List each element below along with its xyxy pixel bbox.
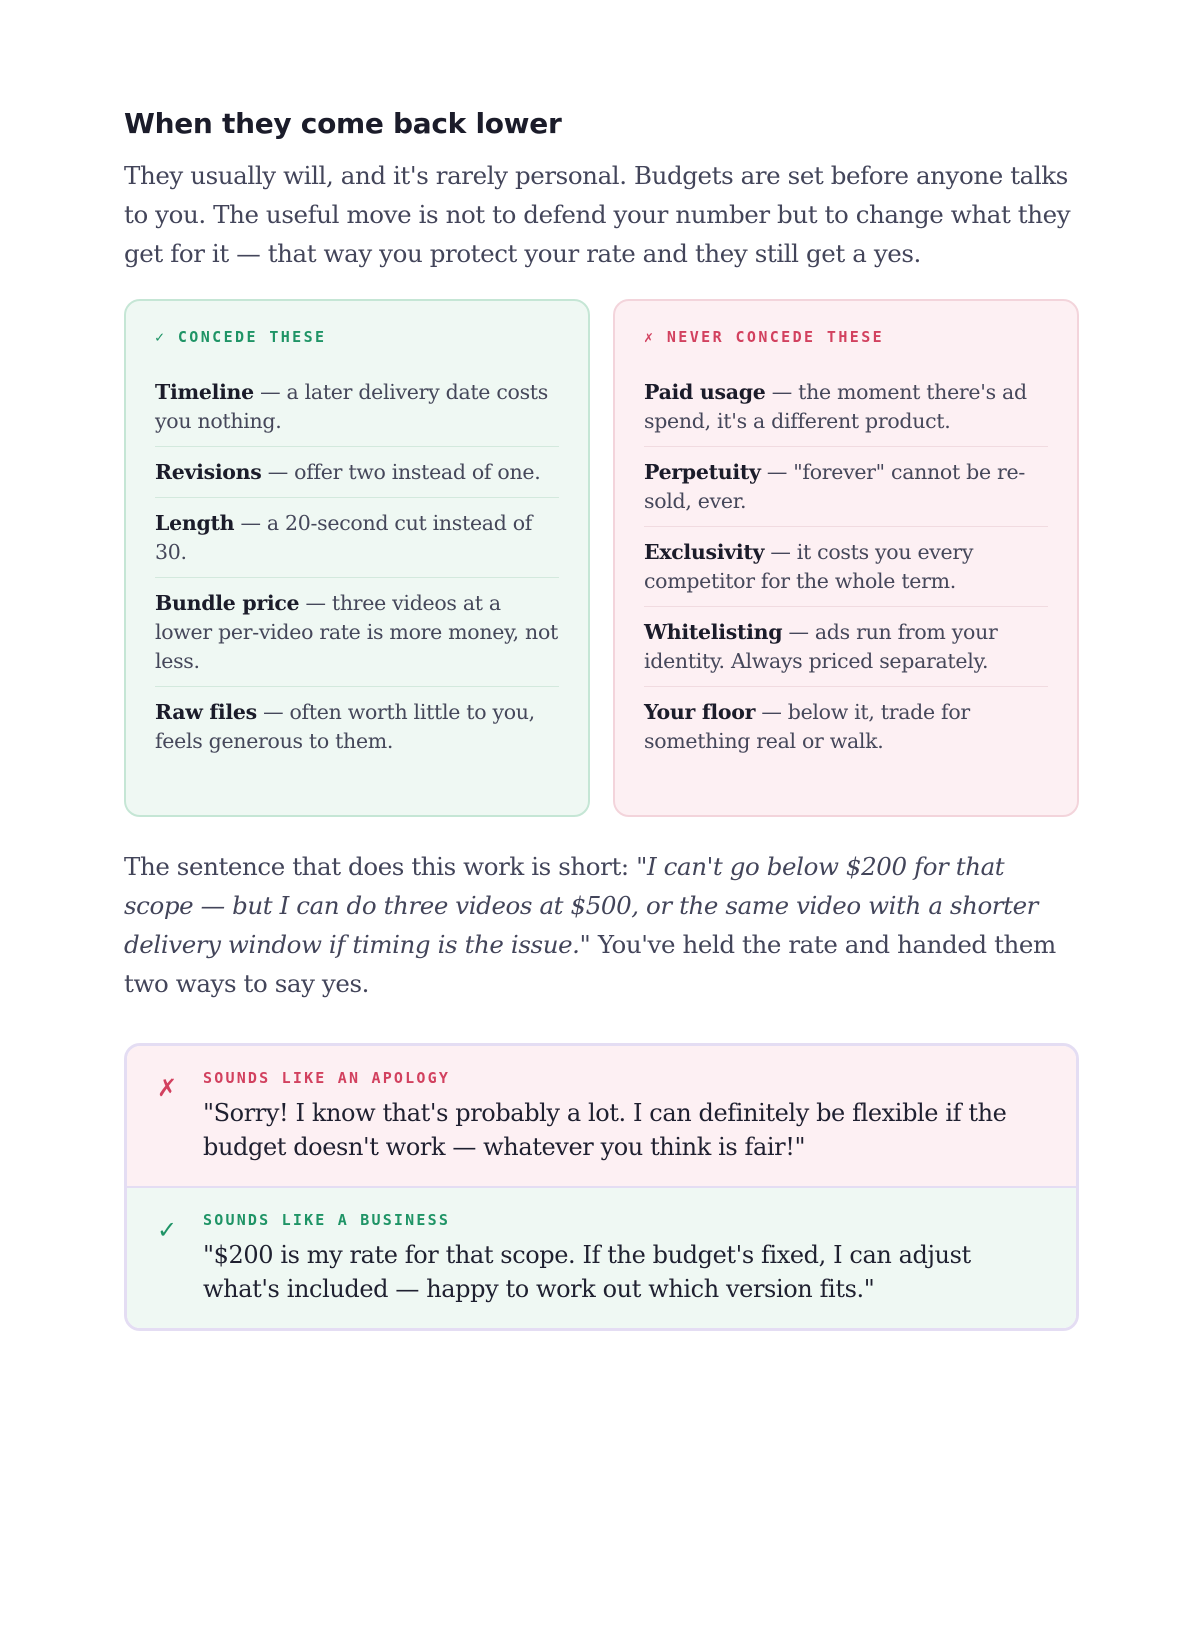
concede-card: [124, 299, 590, 817]
script-paragraph: The sentence that does this work is short: "I can't go below $200 for that scope — but I can do three videos at $500, or the same video with a shorter delivery window if timing is the issue." You've held the rate and handed them two ways to say yes.: [124, 852, 1056, 998]
business-label: SOUNDS LIKE A BUSINESS: [203, 1211, 451, 1229]
intro-paragraph: They usually will, and it's rarely personal. Budgets are set before anyone talks to you. The useful move is not to defend your number but to change what they get for it — that way you protect your rate and they still get a yes.: [124, 161, 1071, 268]
business-quote: "$200 is my rate for that scope. If the budget's fixed, I can adjust what's included — happy to work out which version fits.": [203, 1241, 971, 1303]
concede-item: Raw files — often worth little to you, feels generous to them.: [155, 700, 535, 753]
never-concede-item: Whitelisting — ads run from your identity. Always priced separately.: [644, 607, 1048, 687]
never-concede-item: Paid usage — the moment there's ad spend, it's a different product.: [644, 367, 1048, 447]
check-icon: ✓: [157, 1216, 178, 1244]
apology-row: [127, 1046, 1076, 1188]
concede-item: Revisions — offer two instead of one.: [155, 447, 559, 498]
never-concede-item: Your floor — below it, trade for something real or walk.: [644, 700, 970, 753]
concede-item: Bundle price — three videos at a lower per-video rate is more money, not less.: [155, 578, 559, 687]
concede-heading: ✓ CONCEDE THESE: [155, 328, 327, 346]
never-concede-heading: ✗ NEVER CONCEDE THESE: [644, 328, 885, 346]
apology-quote: "Sorry! I know that's probably a lot. I can definitely be flexible if the budget doesn't work — whatever you think is fair!": [203, 1099, 1007, 1161]
never-concede-item: Exclusivity — it costs you every competitor for the whole term.: [644, 527, 1048, 607]
check-icon: ✓: [155, 328, 167, 346]
cross-icon: ✗: [157, 1074, 178, 1102]
concession-columns: [124, 299, 1079, 817]
apology-label: SOUNDS LIKE AN APOLOGY: [203, 1069, 451, 1087]
concede-item: Timeline — a later delivery date costs you nothing.: [155, 367, 559, 447]
business-row: [127, 1188, 1076, 1328]
concede-item: Length — a 20-second cut instead of 30.: [155, 498, 559, 578]
cross-icon: ✗: [644, 328, 656, 346]
tone-comparison: [124, 1043, 1079, 1331]
never-concede-item: Perpetuity — "forever" cannot be re-sold, ever.: [644, 447, 1048, 527]
script-quote: "I can't go below $200 for that scope — but I can do three videos at $500, or the same video with a shorter delivery window if timing is the issue.": [124, 852, 1038, 959]
page-content: [124, 104, 1079, 1331]
section-title: When they come back lower: [124, 107, 562, 140]
never-concede-card: [613, 299, 1079, 817]
